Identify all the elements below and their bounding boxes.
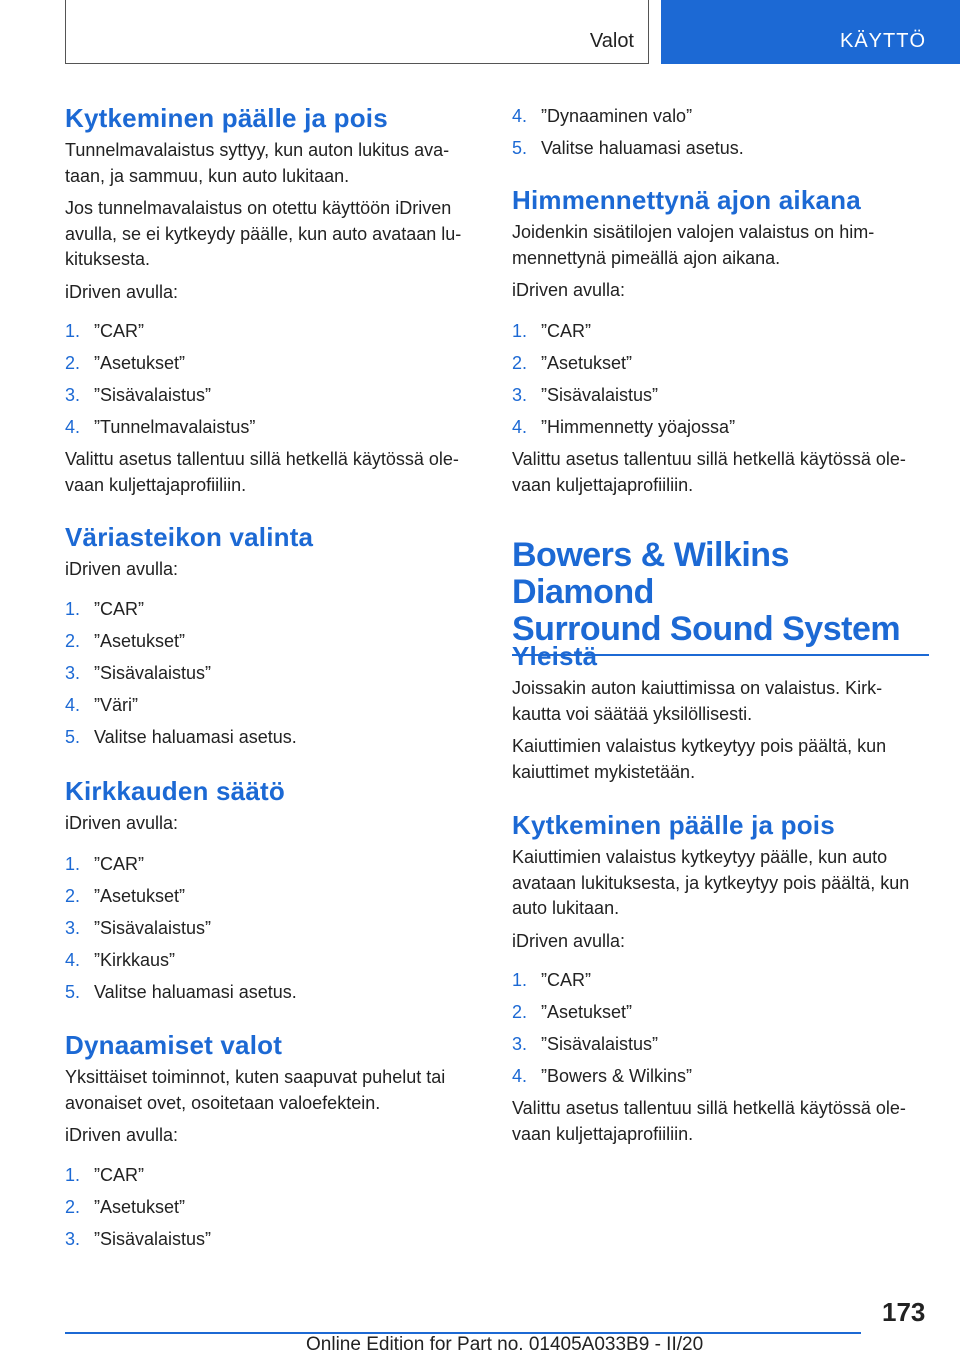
chapter-tab [661,0,960,64]
section-title: Yleistä [512,641,598,671]
list-item: 3. ”Sisävalaistus” [512,1034,659,1054]
list-item: 4. ”Dynaaminen valo” [512,106,693,126]
section-title: Kytkeminen päälle ja pois [512,810,835,840]
list-item: 4. ”Bowers & Wilkins” [512,1066,693,1086]
section-kytkeminen-kaiuttimet [512,810,929,954]
paragraph: Yksittäiset toiminnot, kuten saapuvat puhelut tai avonaiset ovet, osoitetaan valoefektein. [65,1067,446,1113]
section-title: Kytkeminen päälle ja pois [65,103,388,133]
section-title: Väriasteikon valinta [65,522,314,552]
list-item: 1. ”CAR” [65,854,144,874]
list-item: 2. ”Asetukset” [65,886,186,906]
paragraph: iDriven avulla: [65,559,179,579]
list-item: 2. ”Asetukset” [65,353,186,373]
step-list [512,100,929,164]
section-kytkeminen [65,103,480,305]
list-item: 3. ”Sisävalaistus” [65,385,212,405]
list-item: 1. ”CAR” [512,321,591,341]
paragraph: iDriven avulla: [512,280,626,300]
list-item: 4. ”Kirkkaus” [65,950,176,970]
paragraph: iDriven avulla: [512,930,626,951]
section-kirkkaus [65,776,480,837]
paragraph: iDriven avulla: [65,281,179,302]
section-title: Himmennettynä ajon aikana [512,185,861,215]
step-list [65,315,480,443]
list-item: 4. ”Tunnelmavalaistus” [65,417,256,437]
section-yleista [512,641,929,785]
section-himmennetty [512,185,929,304]
section-title: Kirkkauden säätö [65,776,285,806]
list-item: 4. ”Väri” [65,695,138,715]
step-list [65,1159,480,1255]
footer-edition: Online Edition for Part no. 01405A033B9 - II/20 [306,1334,704,1355]
list-item: 2. ”Asetukset” [65,631,186,651]
list-item: 3. ”Sisävalaistus” [65,1229,212,1249]
list-item: 1. ”CAR” [65,599,144,619]
paragraph: iDriven avulla: [65,813,179,833]
paragraph: Joidenkin sisätilojen valojen valaistus on him- mennettynä pimeällä ajon aikana. [512,222,875,268]
list-item: 1. ”CAR” [512,970,591,990]
list-item: 2. ”Asetukset” [65,1197,186,1217]
list-item: 5. Valitse haluamasi asetus. [65,727,297,747]
list-item: 1. ”CAR” [65,321,144,341]
chapter-heading: Bowers & Wilkins Diamond Surround Sound System [512,536,901,648]
header-box [65,0,649,64]
paragraph: Jos tunnelmavalaistus on otettu käyttöön iDriven avulla, se ei kytkeydy päälle, kun auto avataan lu- kituksesta. [65,198,462,269]
chapter-title: KÄYTTÖ [839,30,926,52]
paragraph: iDriven avulla: [65,1125,179,1145]
note-paragraph: Valittu asetus tallentuu sillä hetkellä käytössä ole- vaan kuljettajaprofiiliin. [512,449,906,495]
step-list [512,964,929,1092]
header-section-title: Valot [589,30,634,52]
step-list [65,848,480,1008]
note-paragraph: Valittu asetus tallentuu sillä hetkellä käytössä ole- vaan kuljettajaprofiiliin. [65,449,459,495]
list-item: 3. ”Sisävalaistus” [65,663,212,683]
step-list [512,315,929,443]
section-dynaamiset [65,1030,480,1149]
list-item: 2. ”Asetukset” [512,1002,633,1022]
paragraph: Tunnelmavalaistus syttyy, kun auton lukitus ava- taan, ja sammuu, kun auto lukitaan. [65,140,450,186]
list-item: 3. ”Sisävalaistus” [65,918,212,938]
note-paragraph: Valittu asetus tallentuu sillä hetkellä käytössä ole- vaan kuljettajaprofiiliin. [512,1098,906,1144]
paragraph: Joissakin auton kaiuttimissa on valaistus. Kirk- kautta voi säätää yksilöllisesti. [512,678,883,724]
section-variasteikko [65,522,480,583]
list-item: 1. ”CAR” [65,1165,144,1185]
page-number: 173 [882,1297,926,1327]
main-heading [512,537,929,656]
paragraph: Kaiuttimien valaistus kytkeytyy pois päältä, kun kaiuttimet mykistetään. [512,736,887,782]
step-list [65,593,480,753]
section-title: Dynaamiset valot [65,1030,283,1060]
list-item: 3. ”Sisävalaistus” [512,385,659,405]
list-item: 4. ”Himmennetty yöajossa” [512,417,736,437]
list-item: 2. ”Asetukset” [512,353,633,373]
paragraph: Kaiuttimien valaistus kytkeytyy päälle, kun auto avataan lukituksesta, ja kytkeytyy pois päältä, kun auto lukitaan. [512,847,910,918]
list-item: 5. Valitse haluamasi asetus. [512,138,744,158]
list-item: 5. Valitse haluamasi asetus. [65,982,297,1002]
